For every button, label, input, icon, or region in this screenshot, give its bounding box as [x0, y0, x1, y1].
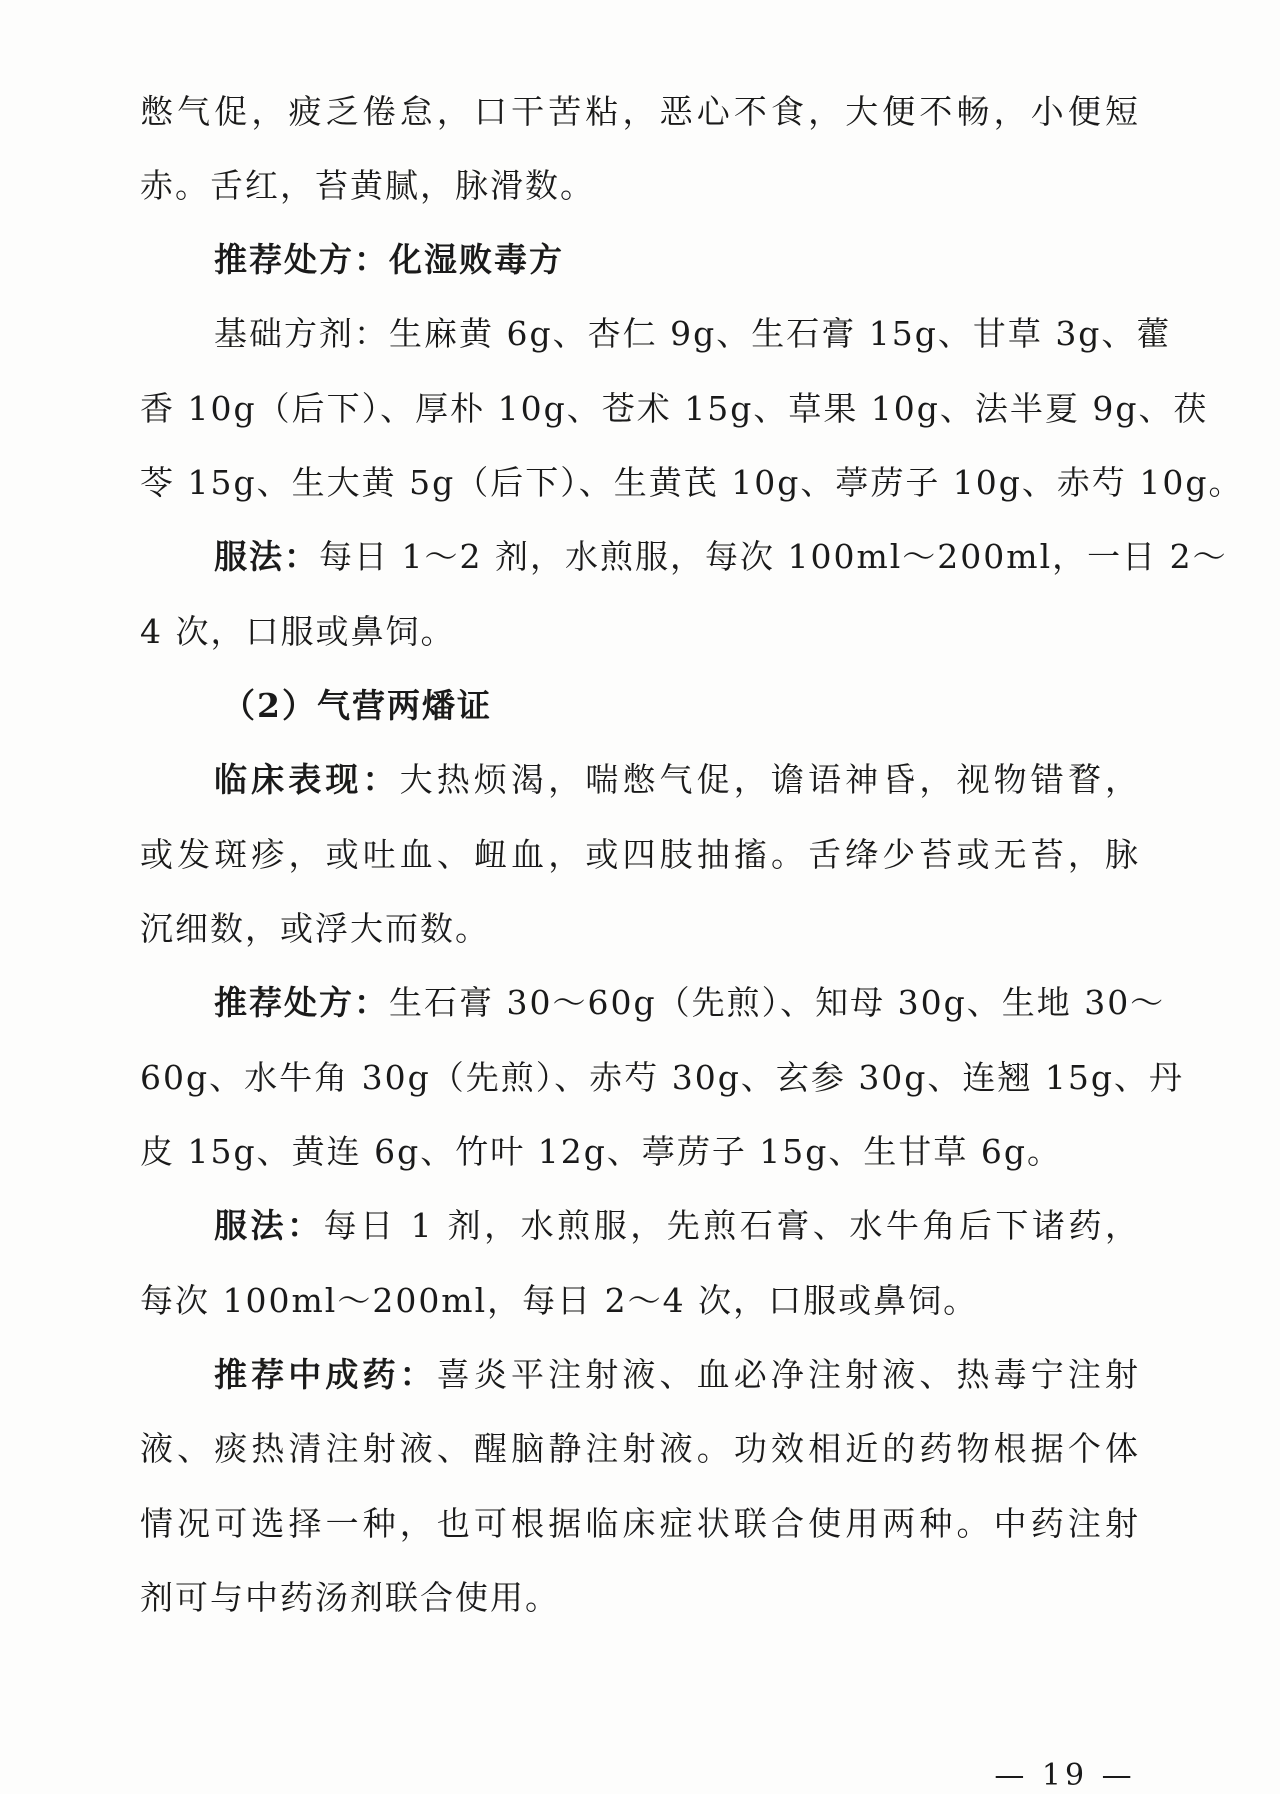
dosage-text: 每日 1 剂，水煎服，先煎石膏、水牛角后下诸药，	[323, 1206, 1140, 1245]
body-line: 皮 15g、黄连 6g、竹叶 12g、葶苈子 15g、生甘草 6g。	[140, 1132, 1063, 1171]
body-line: 液、痰热清注射液、醒脑静注射液。功效相近的药物根据个体	[140, 1429, 1140, 1468]
body-line: 赤。舌红，苔黄腻，脉滑数。	[140, 166, 595, 205]
prescription-line	[214, 983, 1166, 1023]
prescription-heading	[214, 240, 1140, 280]
body-line: 每次 100ml～200ml，每日 2～4 次，口服或鼻饲。	[140, 1281, 979, 1320]
body-line: 憋气促，疲乏倦怠，口干苦粘，恶心不食，大便不畅，小便短	[140, 92, 1140, 131]
body-line: 沉细数，或浮大而数。	[140, 909, 490, 948]
body-line: 或发斑疹，或吐血、衄血，或四肢抽搐。舌绛少苔或无苔，脉	[140, 835, 1140, 874]
body-line: 60g、水牛角 30g（先煎）、赤芍 30g、玄参 30g、连翘 15g、丹	[140, 1058, 1185, 1097]
dosage-line	[214, 537, 1228, 577]
medicine-label: 推荐中成药：	[214, 1355, 437, 1394]
section-heading: （2）气营两燔证	[222, 686, 492, 725]
dosage-label: 服法：	[214, 1206, 324, 1245]
body-line: 4 次，口服或鼻饲。	[140, 612, 456, 651]
body-line: 苓 15g、生大黄 5g（后下）、生黄芪 10g、葶苈子 10g、赤芍 10g。	[140, 463, 1244, 502]
prescription-text: 生石膏 30～60g（先煎）、知母 30g、生地 30～	[389, 983, 1166, 1022]
clinical-label: 临床表现：	[214, 760, 400, 799]
medicine-text: 喜炎平注射液、血必净注射液、热毒宁注射	[436, 1355, 1140, 1394]
prescription-name: 化湿败毒方	[389, 240, 564, 279]
dosage-label: 服法：	[214, 537, 319, 576]
body-line: 香 10g（后下）、厚朴 10g、苍术 15g、草果 10g、法半夏 9g、茯	[140, 389, 1209, 428]
dosage-text: 每日 1～2 剂，水煎服，每次 100ml～200ml，一日 2～	[319, 537, 1228, 576]
clinical-line	[214, 760, 1140, 800]
body-line: 基础方剂：生麻黄 6g、杏仁 9g、生石膏 15g、甘草 3g、藿	[214, 314, 1172, 353]
medicine-line	[214, 1355, 1140, 1395]
prescription-label: 推荐处方：	[214, 240, 389, 279]
body-line: 情况可选择一种，也可根据临床症状联合使用两种。中药注射	[140, 1504, 1140, 1543]
dosage-line	[214, 1206, 1140, 1246]
prescription-label: 推荐处方：	[214, 983, 389, 1022]
body-line: 剂可与中药汤剂联合使用。	[140, 1578, 560, 1617]
page-number: — 19 —	[994, 1758, 1136, 1793]
clinical-text: 大热烦渴，喘憋气促，谵语神昏，视物错瞀，	[399, 760, 1140, 799]
